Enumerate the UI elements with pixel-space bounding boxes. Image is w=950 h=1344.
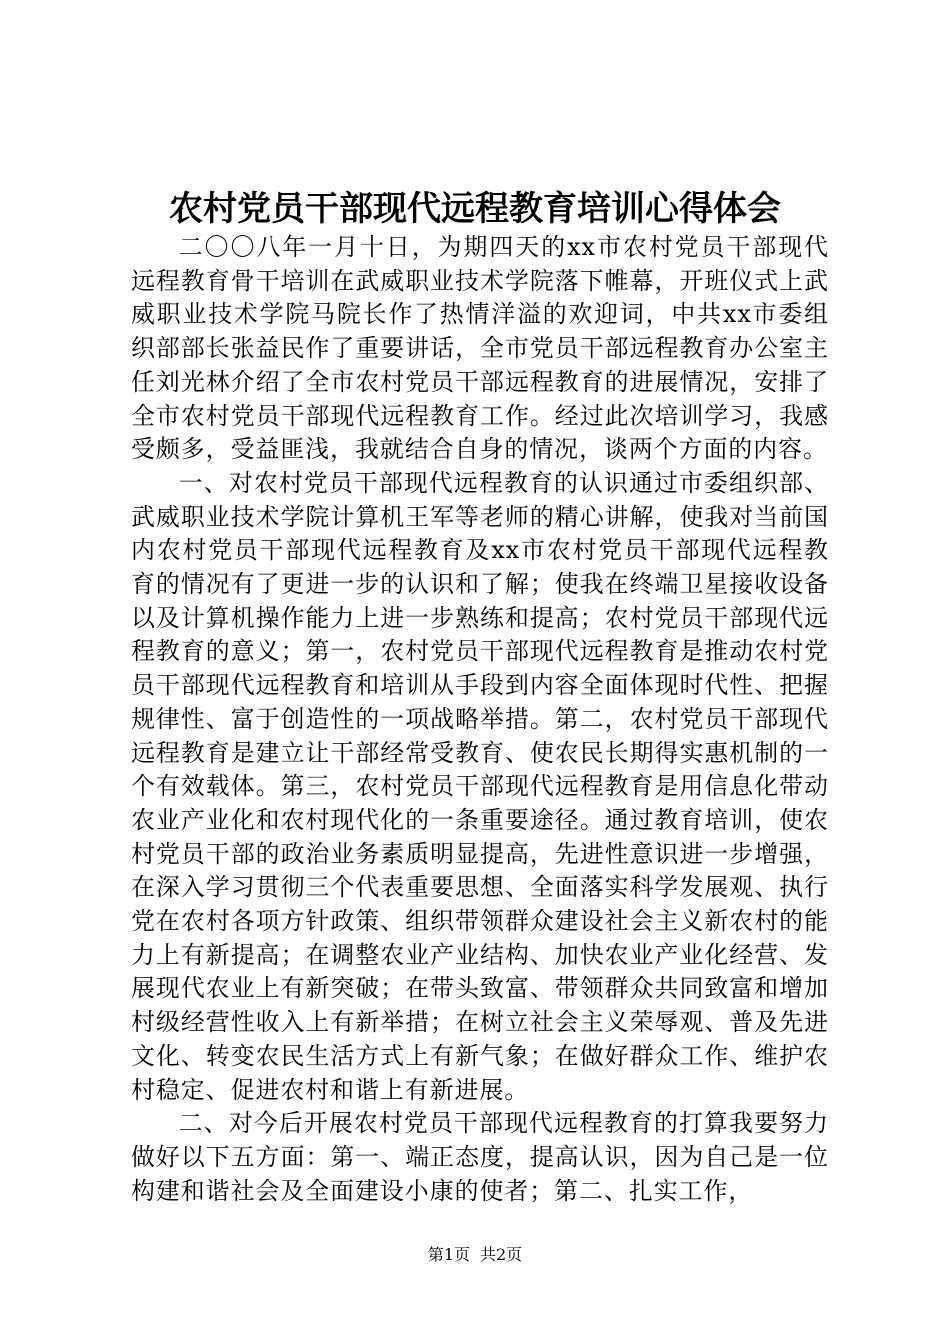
paragraph-intro: 二〇〇八年一月十日，为期四天的xx市农村党员干部现代远程教育骨干培训在武威职业技术学院落下帷幕，开班仪式上武威职业技术学院马院长作了热情洋溢的欢迎词，中共xx市委组织部部长张益民作了重要讲话，全市党员干部远程教育办公室主任刘光林介绍了全市农村党员干部远程教育的进展情况，安排了全市农村党员干部现代远程教育工作。经过此次培训学习，我感受颇多，受益匪浅，我就结合自身的情况，谈两个方面的内容。 bbox=[131, 233, 829, 464]
page-total: 共2页 bbox=[480, 1245, 523, 1264]
document-body bbox=[131, 231, 829, 1208]
paragraph-section-two: 二、对今后开展农村党员干部现代远程教育的打算我要努力做好以下五方面：第一、端正态度，提高认识，因为自己是一位构建和谐社会及全面建设小康的使者；第二、扎实工作， bbox=[131, 1109, 829, 1205]
page-footer bbox=[0, 1244, 950, 1266]
paragraph-section-one: 一、对农村党员干部现代远程教育的认识通过市委组织部、武威职业技术学院计算机王军等老师的精心讲解，使我对当前国内农村党员干部现代远程教育及xx市农村党员干部现代远程教育的情况有了更进一步的认识和了解；使我在终端卫星接收设备以及计算机操作能力上进一步熟练和提高；农村党员干部现代远程教育的意义；第一，农村党员干部现代远程教育是推动农村党员干部现代远程教育和培训从手段到内容全面体现时代性、把握规律性、富于创造性的一项战略举措。第二，农村党员干部现代远程教育是建立让干部经常受教育、使农民长期得实惠机制的一个有效载体。第三，农村党员干部现代远程教育是用信息化带动农业产业化和农村现代化的一条重要途径。通过教育培训，使农村党员干部的政治业务素质明显提高，先进性意识进一步增强，在深入学习贯彻三个代表重要思想、全面落实科学发展观、执行党在农村各项方针政策、组织带领群众建设社会主义新农村的能力上有新提高；在调整农业产业结构、加快农业产业化经营、发展现代农业上有新突破；在带头致富、带领群众共同致富和增加村级经营性收入上有新举措；在树立社会主义荣辱观、普及先进文化、转变农民生活方式上有新气象；在做好群众工作、维护农村稳定、促进农村和谐上有新进展。 bbox=[131, 468, 829, 1104]
document-title: 农村党员干部现代远程教育培训心得体会 bbox=[169, 189, 781, 229]
page-number: 第1页 bbox=[427, 1245, 470, 1264]
